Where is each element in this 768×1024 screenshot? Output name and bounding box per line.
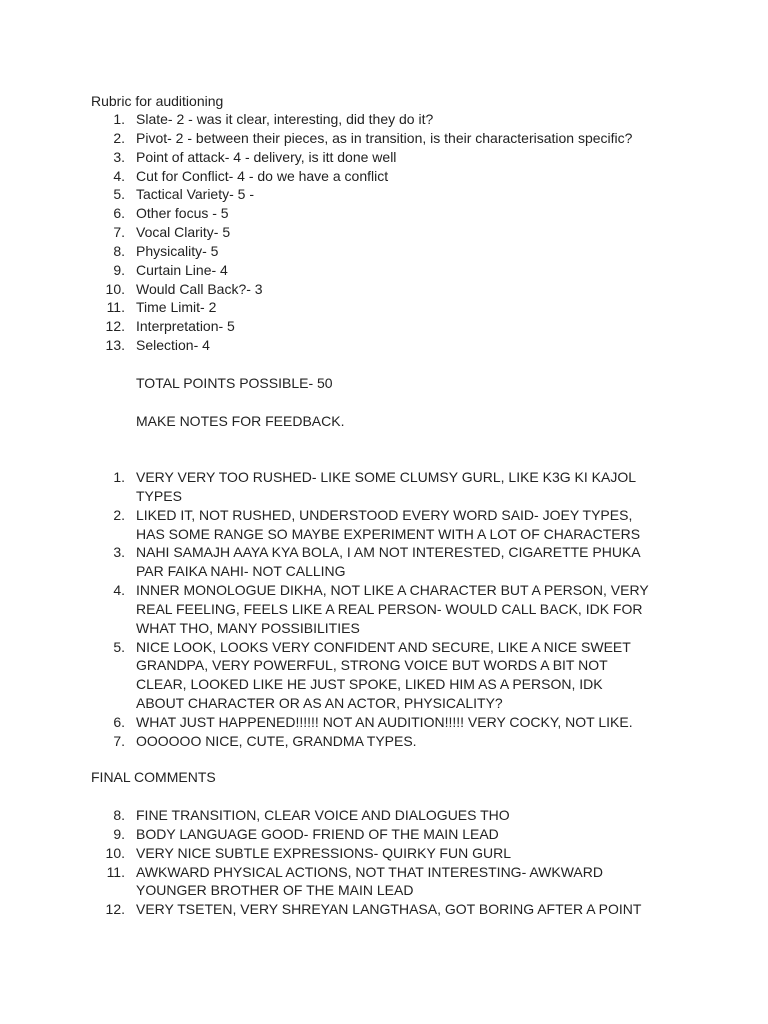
item-text: Pivot- 2 - between their pieces, as in transition, is their characterisation specific? [136,129,633,146]
item-text: NICE LOOK, LOOKS VERY CONFIDENT AND SECURE, LIKE A NICE SWEET GRANDPA, VERY POWERFUL, STRONG VOICE BUT WORDS A BIT NOT CLEAR, LOOKED LIKE HE JUST SPOKE, LIKED HIM AS A PERSON, IDK ABOUT CHARACTER OR AS AN ACTOR, PHYSICALITY? [136,638,631,712]
item-text: VERY VERY TOO RUSHED- LIKE SOME CLUMSY GURL, LIKE K3G KI KAJOL TYPES [136,469,636,504]
item-number: 3. [113,544,125,561]
item-text: BODY LANGUAGE GOOD- FRIEND OF THE MAIN LEAD [136,825,499,842]
item-text: Selection- 4 [136,337,210,354]
rubric-item [91,129,651,148]
item-number: 7. [113,224,125,241]
item-text: Slate- 2 - was it clear, interesting, did they do it? [136,111,434,127]
item-text: VERY NICE SUBTLE EXPRESSIONS- QUIRKY FUN GURL [136,844,511,861]
item-text: Vocal Clarity- 5 [136,224,231,241]
feedback-item [91,468,651,506]
item-number: 4. [113,582,125,599]
item-number: 10. [105,280,125,297]
item-number: 1. [113,111,125,127]
item-text: Curtain Line- 4 [136,261,228,278]
rubric-item [91,298,651,317]
item-text: AWKWARD PHYSICAL ACTIONS, NOT THAT INTERESTING- AWKWARD YOUNGER BROTHER OF THE MAIN LEAD [136,863,603,899]
item-number: 2. [113,506,125,523]
item-number: 12. [105,901,125,918]
feedback-item [91,581,651,638]
item-text: OOOOOO NICE, CUTE, GRANDMA TYPES. [136,732,417,749]
item-number: 8. [113,242,125,259]
rubric-title: Rubric for auditioning [91,93,224,109]
rubric-item [91,185,651,204]
rubric-item [91,336,651,355]
final-comment-item [91,844,651,863]
item-number: 7. [113,732,125,749]
item-number: 3. [113,148,125,165]
item-text: FINE TRANSITION, CLEAR VOICE AND DIALOGUES THO [136,807,510,823]
final-comment-item [91,825,651,844]
rubric-item [91,223,651,242]
feedback-item [91,543,651,581]
item-text: NAHI SAMAJH AAYA KYA BOLA, I AM NOT INTERESTED, CIGARETTE PHUKA PAR FAIKA NAHI- NOT CALLING [136,544,640,580]
item-number: 5. [113,638,125,655]
feedback-list [91,468,651,751]
item-number: 11. [106,299,125,316]
item-number: 6. [113,713,125,730]
item-number: 2. [113,129,125,146]
item-text: VERY TSETEN, VERY SHREYAN LANGTHASA, GOT BORING AFTER A POINT [136,901,642,918]
feedback-item [91,732,651,751]
item-number: 6. [113,205,125,222]
item-number: 9. [113,261,125,278]
final-comment-item [91,863,651,901]
item-number: 4. [113,167,125,184]
rubric-item [91,167,651,186]
feedback-item [91,713,651,732]
final-comment-item [91,806,651,825]
rubric-item [91,317,651,336]
final-comments-title: FINAL COMMENTS [91,769,216,785]
final-comments-list [91,806,651,919]
item-text: Point of attack- 4 - delivery, is itt done well [136,148,397,165]
item-number: 12. [105,318,125,335]
rubric-item [91,280,651,299]
item-text: WHAT JUST HAPPENED!!!!!! NOT AN AUDITION!!!!! VERY COCKY, NOT LIKE. [136,713,633,730]
total-points: TOTAL POINTS POSSIBLE- 50 [136,375,333,391]
item-text: Other focus - 5 [136,205,229,222]
item-number: 10. [105,844,125,861]
rubric-item [91,242,651,261]
item-text: Time Limit- 2 [136,299,217,316]
item-text: INNER MONOLOGUE DIKHA, NOT LIKE A CHARACTER BUT A PERSON, VERY REAL FEELING, FEELS LIKE A REAL PERSON- WOULD CALL BACK, IDK FOR WHAT THO, MANY POSSIBILITIES [136,582,649,636]
rubric-list [91,110,651,355]
item-number: 11. [106,863,125,880]
item-text: LIKED IT, NOT RUSHED, UNDERSTOOD EVERY WORD SAID- JOEY TYPES, HAS SOME RANGE SO MAYBE EXPERIMENT WITH A LOT OF CHARACTERS [136,506,641,542]
rubric-item [91,110,651,129]
item-number: 1. [113,469,125,485]
rubric-item [91,204,651,223]
item-text: Physicality- 5 [136,242,219,259]
feedback-item [91,506,651,544]
feedback-item [91,638,651,713]
item-text: Interpretation- 5 [136,318,235,335]
item-text: Tactical Variety- 5 - [136,186,254,203]
item-number: 5. [113,186,125,203]
rubric-item [91,148,651,167]
item-text: Would Call Back?- 3 [136,280,263,297]
final-comment-item [91,900,651,919]
rubric-item [91,261,651,280]
make-notes-instruction: MAKE NOTES FOR FEEDBACK. [136,413,345,429]
item-text: Cut for Conflict- 4 - do we have a conflict [136,167,389,184]
item-number: 8. [113,807,125,823]
item-number: 9. [113,825,125,842]
item-number: 13. [105,337,125,354]
